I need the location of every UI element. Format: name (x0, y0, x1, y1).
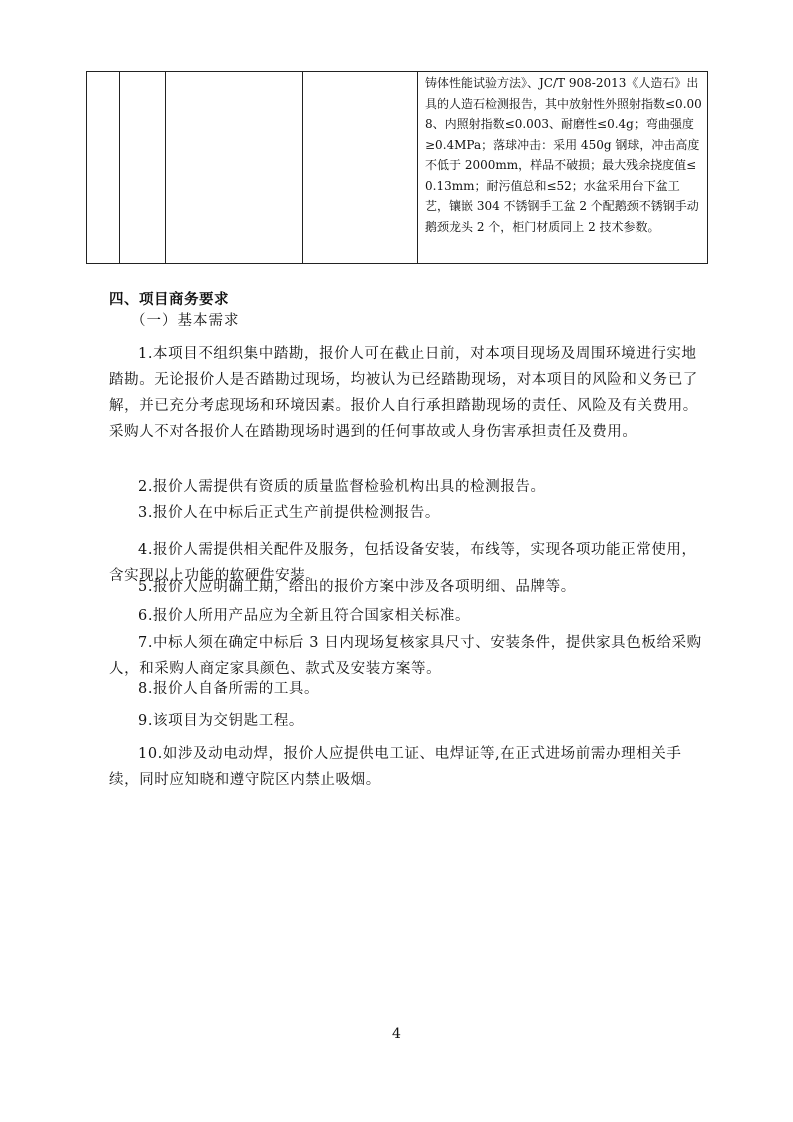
section-heading: 四、项目商务要求 (109, 292, 229, 308)
sub-heading: （一）基本需求 (131, 313, 240, 329)
requirement-item-2: 2.报价人需提供有资质的质量监督检验机构出具的检测报告。 (138, 479, 546, 495)
requirement-item-10: 10.如涉及动电动焊，报价人应提供电工证、电焊证等,在正式进场前需办理相关手续，同时应知晓和遵守院区内禁止吸烟。 (109, 746, 682, 788)
requirement-item-5: 5.报价人应明确工期，给出的报价方案中涉及各项明细、品牌等。 (138, 579, 576, 595)
table-cell-empty (87, 72, 120, 264)
requirement-item-4: 4.报价人需提供相关配件及服务，包括设备安装，布线等，实现各项功能正常使用，含实现以上功能的软硬件安装。 (109, 542, 697, 584)
requirement-item-1: 1.本项目不组织集中踏勘，报价人可在截止日前，对本项目现场及周围环境进行实地踏勘。无论报价人是否踏勘过现场，均被认为已经踏勘现场，对本项目的风险和义务已了解，并已充分考虑现场和环境因素。报价人自行承担踏勘现场的责任、风险及有关费用。采购人不对各报价人在踏勘现场时遇到的任何事故或人身伤害承担责任及费用。 (109, 346, 698, 440)
requirement-item-8: 8.报价人自备所需的工具。 (138, 681, 320, 697)
table-cell-empty (166, 72, 303, 264)
table-cell-empty (120, 72, 166, 264)
requirement-item-9: 9.该项目为交钥匙工程。 (138, 713, 305, 729)
table-cell-empty (303, 72, 418, 264)
table-cell-spec (418, 72, 708, 264)
page-number: 4 (392, 1026, 401, 1042)
spec-text: 铸体性能试验方法》、JC/T 908-2013《人造石》出具的人造石检测报告，其中放射性外照射指数≤0.008、内照射指数≤0.003、耐磨性≤0.4g；弯曲强度≥0.4MPa；落球冲击：采用 450g 钢球，冲击高度不低于 2000mm，样品不破损；最大残余挠度值≤0.13mm；耐污值总和≤52；水盆采用台下盆工艺，镶嵌 304 不锈钢手工盆 2 个配鹅颈不锈钢手动鹅颈龙头 2 个，柜门材质同上 2 技术参数。 (425, 76, 702, 234)
spec-table-continuation (86, 71, 708, 264)
requirement-item-7: 7.中标人须在确定中标后 3 日内现场复核家具尺寸、安装条件，提供家具色板给采购人，和采购人商定家具颜色、款式及安装方案等。 (109, 635, 702, 677)
requirement-item-3: 3.报价人在中标后正式生产前提供检测报告。 (138, 505, 440, 521)
requirement-item-6: 6.报价人所用产品应为全新且符合国家相关标准。 (138, 608, 471, 624)
table-row (87, 72, 708, 264)
